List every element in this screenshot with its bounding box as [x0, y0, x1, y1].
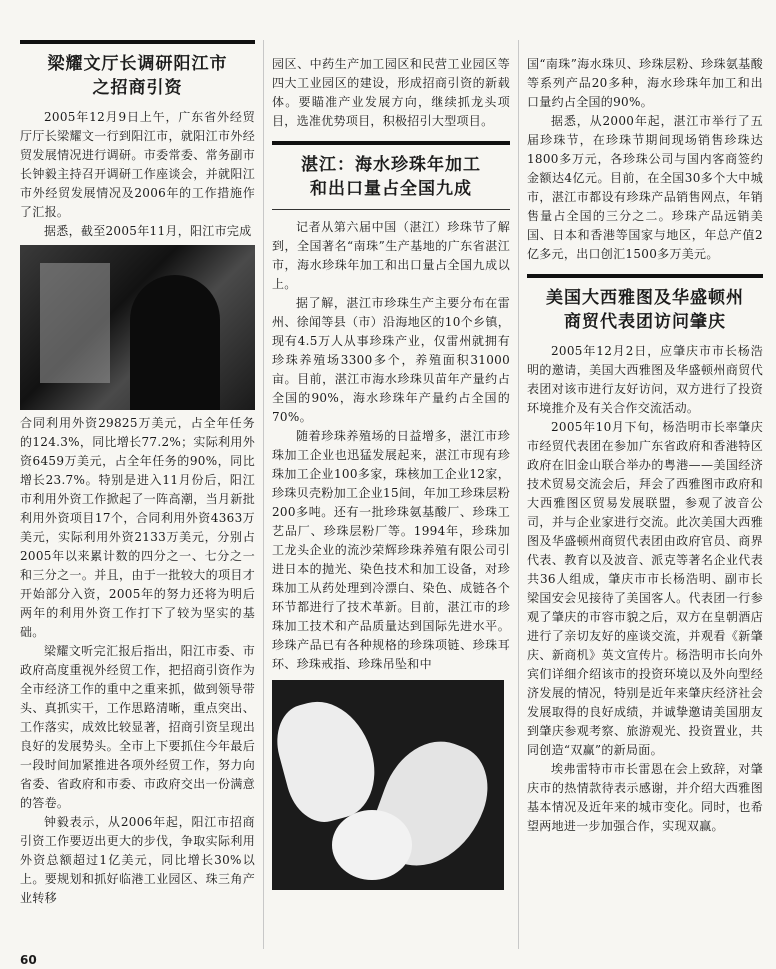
paragraph: 合同利用外资29825万美元，占全年任务的124.3%，同比增长77.2%；实际利用外资6459万美元，占全年任务的90%，同比增长23.7%。特别是进入11月份后，阳江市利用外资工作掀起了一阵高潮，当月新批利用外资项目17个，合同利用外资4363万美元，实际利用外资2133万美元，分别占2005年以来累计数的四分之一、七分之一和三分之一。并且，由于一批较大的项目才开始部分入资，2005年的努力还将为明后两年的利用外资工作打下了较为坚实的基础。 — [20, 416, 255, 639]
paragraph: 埃弗雷特市市长雷恩在会上致辞，对肇庆市的热情款待表示感谢，并介绍大西雅图基本情况及近年来的城市变化。同时，也希望两地进一步加强合作，实现双赢。 — [527, 762, 763, 833]
photo-shape — [332, 810, 412, 880]
article-title — [527, 286, 763, 334]
meeting-photo — [20, 245, 255, 410]
title-line: 之招商引资 — [92, 78, 183, 98]
section-bar — [272, 141, 510, 145]
column-1 — [20, 0, 255, 908]
paragraph: 据悉，从2000年起，湛江市举行了五届珍珠节，在珍珠节期间现场销售珍珠达1800多万元，各珍珠公司与国内客商签约金额达4亿元。目前，在全国30多个大中城市，湛江市都设有珍珠产品销售网点，年销售量占全国的三分之二。珍珠产品远销美国、日本和香港等国家与地区，年总产值2亿多元，出口创汇1500多万美元。 — [527, 114, 763, 261]
paragraph: 2005年12月2日，应肇庆市市长杨浩明的邀请，美国大西雅图及华盛顿州商贸代表团对该市进行友好访问，双方进行了投资环境推介及有关合作交流活动。 — [527, 344, 763, 415]
page-number: 60 — [20, 953, 37, 967]
column-2 — [272, 0, 510, 890]
column-3 — [527, 0, 763, 836]
paragraph: 随着珍珠养殖场的日益增多，湛江市珍珠加工企业也迅猛发展起来，湛江市现有珍珠加工企业100多家，珠核加工企业12家，珍珠贝壳粉加工企业15间，年加工珍珠层粉200多吨。还有一批珍珠氨基酸厂、珍珠工艺品厂、珍珠层粉厂等。1994年，珍珠加工龙头企业的流沙荣辉珍珠养殖有限公司引进日本的抛光、染色技术和加工设备，对珍珠加工从药处理到冷漂白、染色、成链各个环节都进行了技术革新。目前，湛江市的珍珠加工技术和产品质量达到国际先进水平。珍珠产品已有各种规格的珍珠项链、珍珠耳环、珍珠戒指、珍珠吊坠和中 — [272, 429, 510, 671]
photo-shape — [272, 690, 386, 829]
title-line: 美国大西雅图及华盛顿州 — [546, 288, 744, 308]
paragraph: 据了解，湛江市珍珠生产主要分布在雷州、徐闻等县（市）沿海地区的10个乡镇，现有4.5万人从事珍珠产业，仅雷州就拥有珍珠养殖场3300多个，养殖面积31000亩。目前，湛江市海水珍珠贝苗年产量约占全国的90%，海水珍珠年产量约占全国的70%。 — [272, 296, 510, 424]
paragraph: 钟毅表示，从2006年起，阳江市招商引资工作要迈出更大的步伐，争取实际利用外资总额超过1亿美元，同比增长30%以上。要规划和抓好临港工业园区、珠三角产业转移 — [20, 815, 255, 905]
title-rule — [272, 209, 510, 210]
title-line: 梁耀文厅长调研阳江市 — [47, 54, 228, 74]
paragraph: 园区、中药生产加工园区和民营工业园区等四大工业园区的建设，形成招商引资的新载体。要瞄准产业发展方向，继续抓龙头项目，选准优势项目，积极招引大型项目。 — [272, 57, 510, 128]
pearl-photo — [272, 680, 504, 890]
column-divider — [518, 40, 519, 949]
photo-person-silhouette — [130, 275, 220, 410]
article-title — [272, 153, 510, 201]
paragraph: 记者从第六届中国（湛江）珍珠节了解到，全国著名“南珠”生产基地的广东省湛江市，海水珍珠年加工和出口量占全国九成以上。 — [272, 220, 510, 291]
section-bar — [527, 274, 763, 278]
paragraph: 据悉，截至2005年11月，阳江市完成 — [44, 224, 252, 238]
paragraph: 梁耀文听完汇报后指出，阳江市委、市政府高度重视外经贸工作，把招商引资作为全市经济工作的重中之重来抓，做到领导带头、真抓实干，工作思路清晰，重点突出、工作落实，成效比较显著，招商引资呈现出良好的发展势头。全市上下要抓住今年最后一段时间加紧推进各项外经贸工作，努力向省委、省政府和市委、市政府交出一份满意的答卷。 — [20, 644, 255, 810]
paragraph: 2005年10月下旬，杨浩明市长率肇庆市经贸代表团在参加广东省政府和香港特区政府在旧金山联合举办的粤港——美国经济技术贸易交流会后，拜会了西雅图市政府和大西雅图区贸易发展联盟，参观了波音公司，并与企业家进行交流。此次美国大西雅图及华盛顿州商贸代表团由政府官员、商界代表、教育以及波音、派克等著名企业代表共36人组成，肇庆市市长杨浩明、副市长梁国安会见接待了美国客人。代表团一行参观了肇庆的市容市貌之后，双方在皇朝酒店进行了亲切友好的座谈交流，并观看《新肇庆、新商机》英文宣传片。杨浩明市长向外宾们详细介绍该市的投资环境以及外向型经济发展的情况，特别是近年来肇庆经济社会发展取得的良好成绩，并诚挚邀请美国朋友到肇庆参观考察、旅游观光、投资置业，共同创造“双赢”的新局面。 — [527, 420, 763, 757]
column-divider — [263, 40, 264, 949]
title-line: 和出口量占全国九成 — [310, 179, 472, 199]
paragraph: 国“南珠”海水珠贝、珍珠层粉、珍珠氨基酸等系列产品20多种，海水珍珠年加工和出口量约占全国的90%。 — [527, 57, 763, 109]
article-title — [20, 52, 255, 100]
title-line: 湛江：海水珍珠年加工 — [301, 155, 481, 175]
title-line: 商贸代表团访问肇庆 — [564, 312, 726, 332]
paragraph: 2005年12月9日上午，广东省外经贸厅厅长梁耀文一行到阳江市，就阳江市外经贸发展情况进行调研。市委常委、常务副市长钟毅主持召开调研工作座谈会，并就阳江市外经贸发展情况及2006年的工作措施作了汇报。 — [20, 110, 255, 219]
section-bar — [20, 40, 255, 44]
photo-window-shape — [40, 263, 110, 383]
